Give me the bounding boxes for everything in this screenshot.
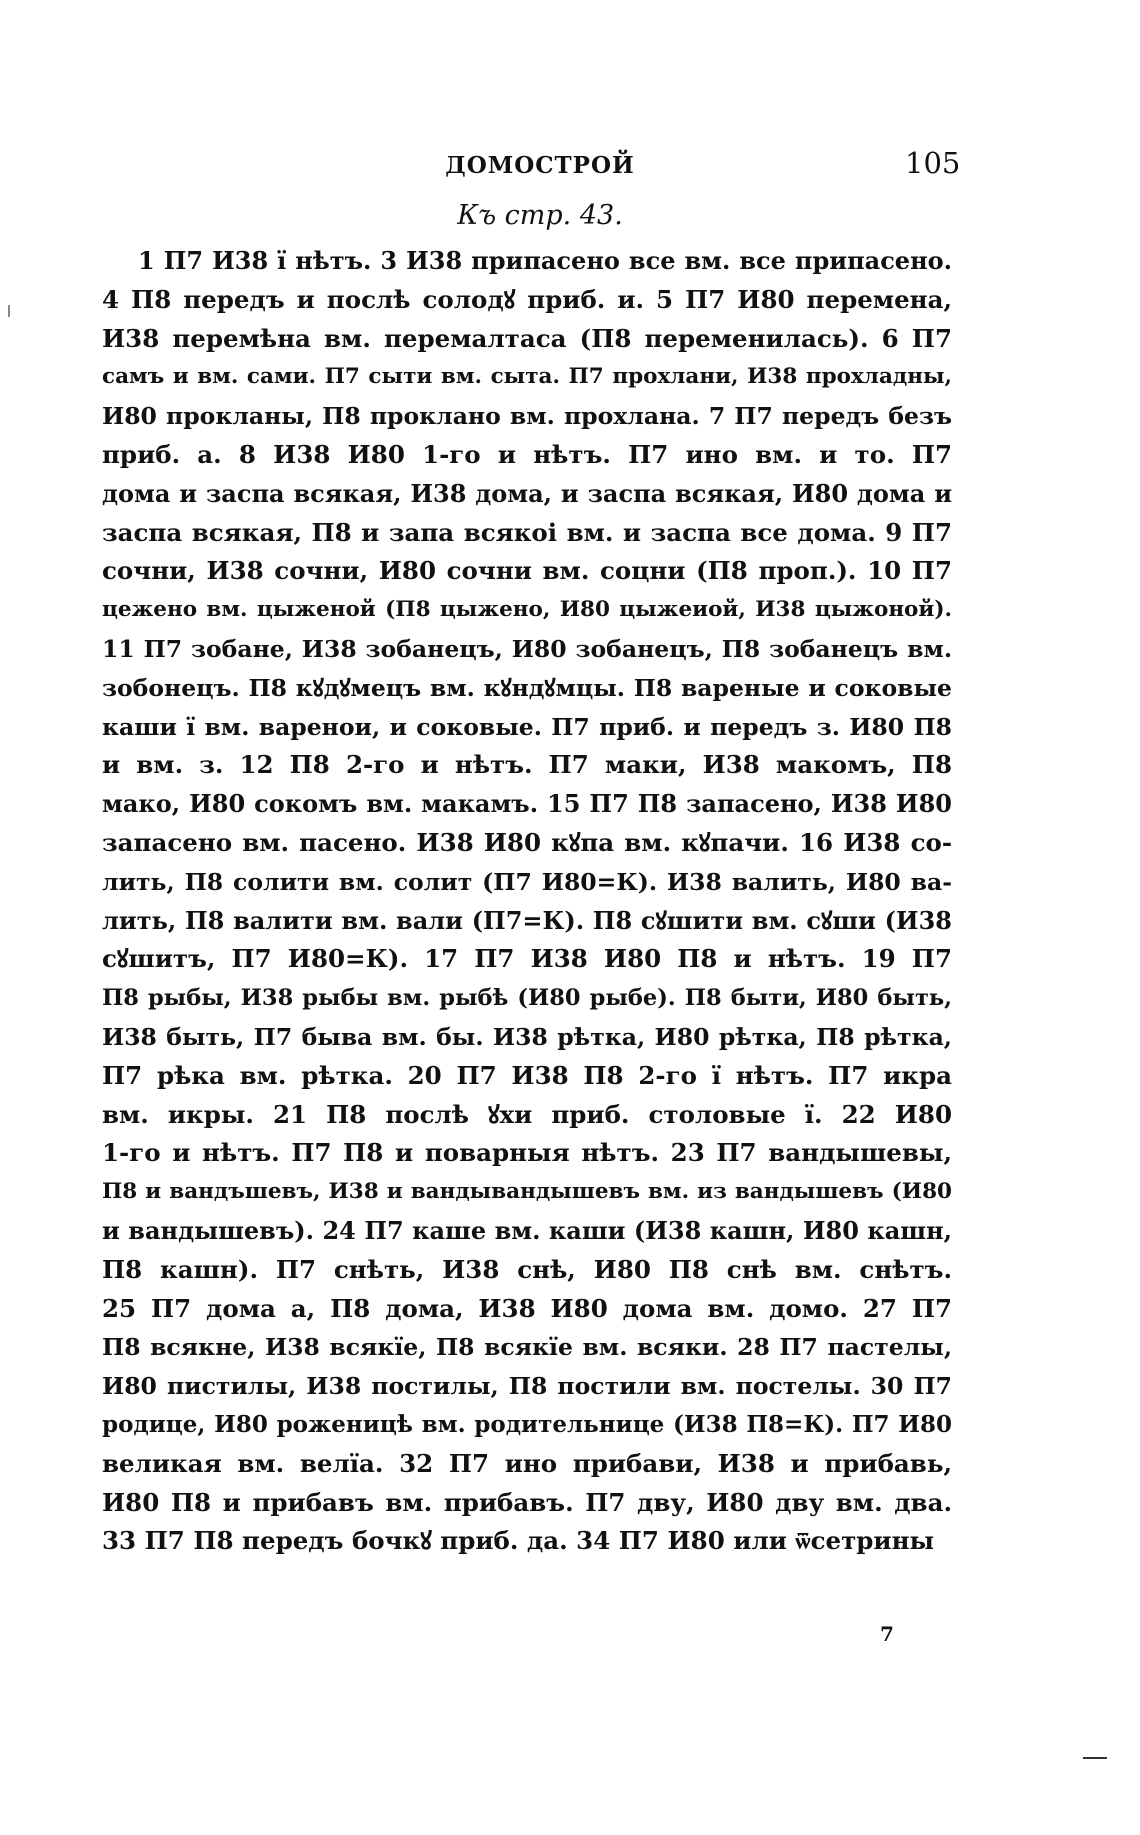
text-line: и вм. з. 12 П8 2-го и нѣтъ. П7 маки, И38 макомъ, П8 bbox=[102, 750, 952, 780]
text-line: цежено вм. цыженой (П8 цыжено, И80 цыжеиой, И38 цыжоной). bbox=[102, 597, 952, 623]
text-line: И80 прокланы, П8 прокланo вм. прохлана. 7 П7 передъ безъ bbox=[102, 402, 952, 431]
text-line: И80 П8 и прибавъ вм. прибавъ. П7 дву, И80 дву вм. два. bbox=[102, 1487, 952, 1517]
text-line: И80 пистилы, И38 постилы, П8 постили вм. постелы. 30 П7 bbox=[102, 1372, 952, 1401]
text-line: 25 П7 дома а, П8 дома, И38 И80 дома вм. домо. 27 П7 bbox=[102, 1293, 952, 1323]
text-line: П8 и вандъшевъ, И38 и вандывандышевъ вм. из вандышевъ (И80 bbox=[102, 1179, 952, 1205]
text-line: мако, И80 сокомъ вм. макамъ. 15 П7 П8 запасено, И38 И80 bbox=[102, 789, 952, 819]
text-line: П8 кашн). П7 снѣть, И38 снѣ, И80 П8 снѣ вм. снѣтъ. bbox=[102, 1254, 952, 1284]
text-line: великая вм. велїа. 32 П7 ино прибави, И38 и прибавь, bbox=[102, 1448, 952, 1478]
text-line: 1-го и нѣтъ. П7 П8 и поварныя нѣтъ. 23 П7 вандышевы, bbox=[102, 1138, 952, 1168]
text-line: вм. икры. 21 П8 послѣ ꙋхи приб. столовые ї. 22 И80 bbox=[102, 1099, 952, 1129]
text-line: П7 рѣка вм. рѣтка. 20 П7 И38 П8 2-го ї нѣтъ. П7 икра bbox=[102, 1060, 952, 1090]
text-line: заспа всякая, П8 и запа всякоi вм. и заспа все дома. 9 П7 bbox=[102, 517, 952, 547]
variant-readings-text bbox=[102, 242, 952, 1561]
page-number: 105 bbox=[905, 146, 961, 180]
printer-signature-mark: 7 bbox=[880, 1622, 894, 1646]
section-heading: Къ стр. 43. bbox=[457, 200, 623, 231]
text-line: и вандышевъ). 24 П7 каше вм. каши (И38 кашн, И80 кашн, bbox=[102, 1215, 952, 1245]
text-line: запасено вм. пасено. И38 И80 кꙋпа вм. кꙋпачи. 16 И38 со- bbox=[102, 827, 952, 857]
text-line: 4 П8 передъ и послѣ солодꙋ приб. и. 5 П7 И80 перемена, bbox=[102, 284, 952, 314]
text-line: 1 П7 И38 ї нѣтъ. 3 И38 припасено все вм. все припасено. bbox=[138, 246, 952, 275]
text-line: И38 перемѣна вм. перемалтаса (П8 переменилась). 6 П7 bbox=[102, 323, 952, 353]
text-line: П8 всякне, И38 всякїе, П8 всякїе вм. всяки. 28 П7 пастелы, bbox=[102, 1333, 952, 1362]
running-title: ДОМОСТРОЙ bbox=[445, 152, 635, 179]
text-line: самъ и вм. сами. П7 сыти вм. сыта. П7 прохлани, И38 прохладны, bbox=[102, 364, 952, 390]
text-line: лить, П8 валити вм. вали (П7=К). П8 сꙋшити вм. сꙋши (И38 bbox=[102, 905, 952, 935]
text-line: И38 быть, П7 быва вм. бы. И38 рѣтка, И80 рѣтка, П8 рѣтка, bbox=[102, 1022, 952, 1051]
text-line: зобонецъ. П8 кꙋдꙋмецъ вм. кꙋндꙋмцы. П8 вареные и соковые bbox=[102, 673, 952, 702]
text-line: сꙋшитъ, П7 И80=К). 17 П7 И38 И80 П8 и нѣтъ. 19 П7 bbox=[102, 944, 952, 974]
margin-dash bbox=[1083, 1757, 1107, 1759]
margin-mark bbox=[8, 305, 10, 317]
text-line: родице, И80 роженицѣ вм. родительнице (И38 П8=К). П7 И80 bbox=[102, 1410, 952, 1438]
text-line: лить, П8 солити вм. солит (П7 И80=К). И38 валить, И80 ва- bbox=[102, 867, 952, 896]
text-line: 33 П7 П8 передъ бочкꙋ приб. да. 34 П7 И80 или ѿсетрины bbox=[102, 1526, 935, 1556]
text-line: П8 рыбы, И38 рыбы вм. рыбѣ (И80 рыбе). П8 быти, И80 быть, bbox=[102, 985, 952, 1012]
text-line: каши ї вм. варенои, и соковые. П7 приб. и передъ з. И80 П8 bbox=[102, 712, 952, 741]
text-line: дома и заспа всякая, И38 дома, и заспа всякая, И80 дома и bbox=[102, 478, 952, 508]
text-line: приб. а. 8 И38 И80 1-го и нѣтъ. П7 ино вм. и то. П7 bbox=[102, 439, 952, 469]
text-line: 11 П7 зобане, И38 зобанецъ, И80 зобанецъ, П8 зобанецъ вм. bbox=[102, 634, 952, 663]
text-line: сочни, И38 сочни, И80 сочни вм. соцни (П8 проп.). 10 П7 bbox=[102, 556, 952, 586]
